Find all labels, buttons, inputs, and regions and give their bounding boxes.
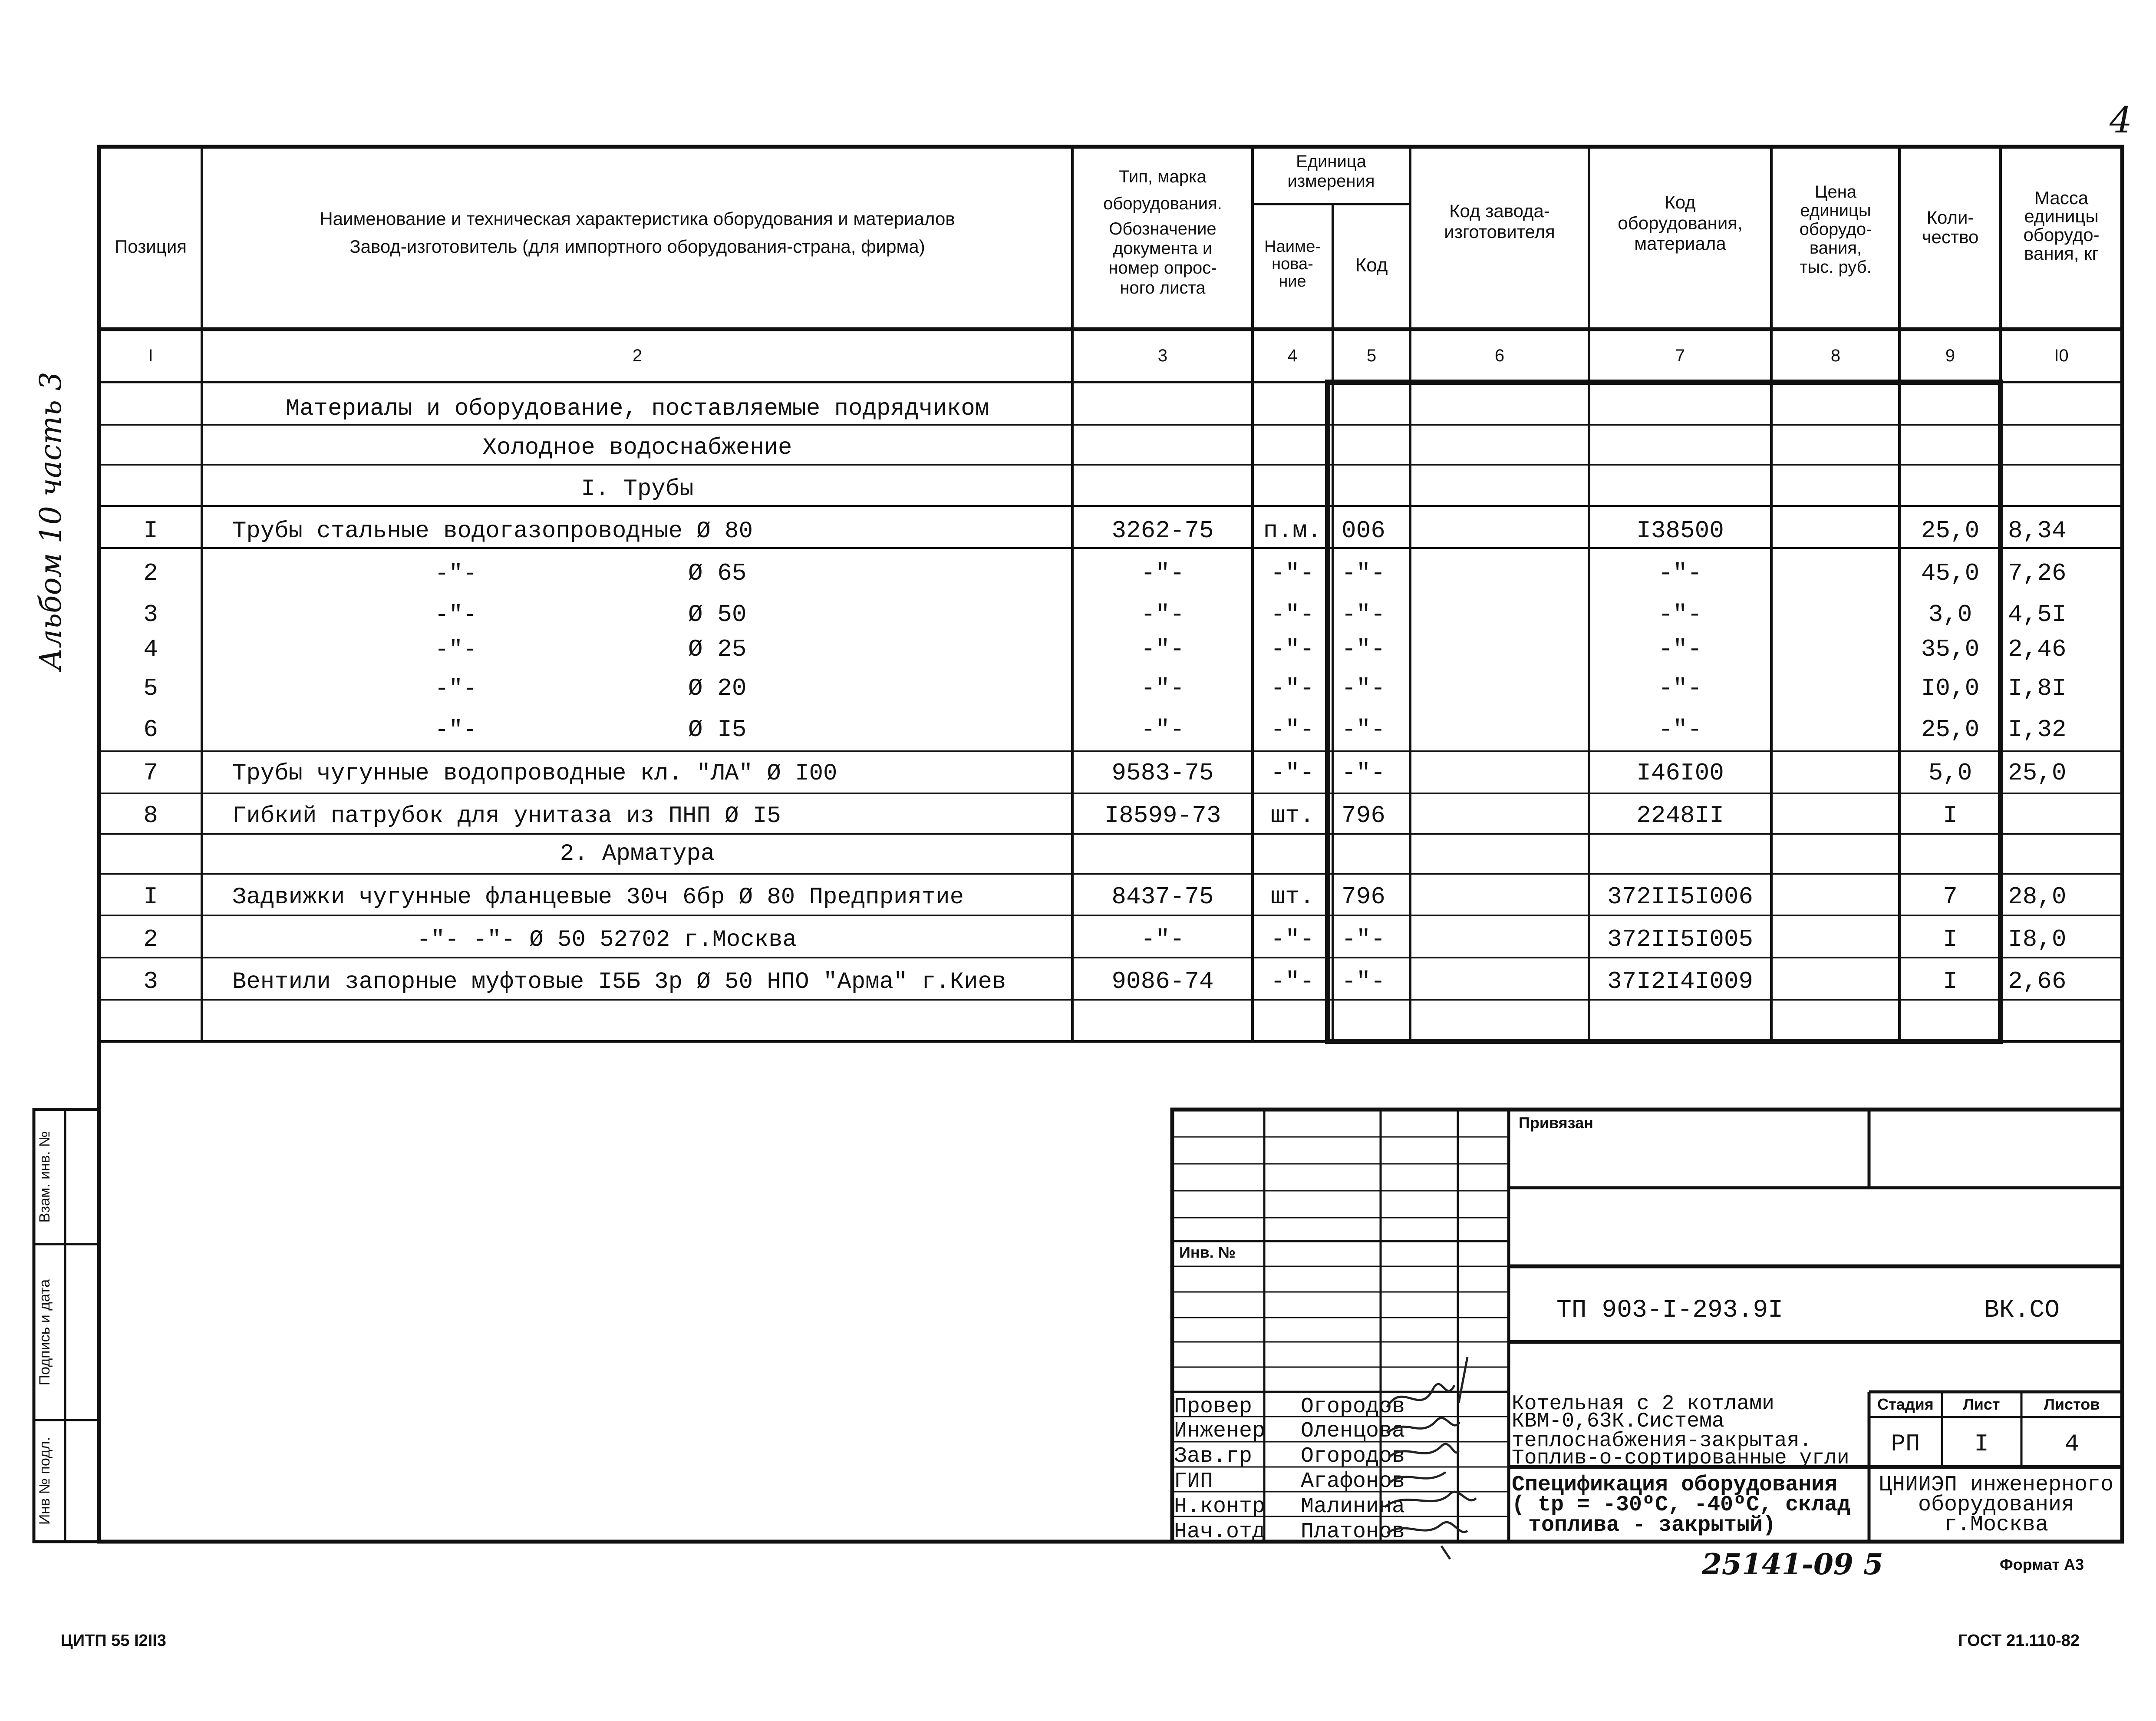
object-name-line: Топлив-о-сортированные угли — [1512, 1447, 1849, 1470]
cell-unit: п.м. — [1263, 517, 1322, 545]
stamp-signature-date: Подпись и дата — [36, 1279, 53, 1386]
sheets-label: Листов — [2044, 1395, 2100, 1413]
cell-mat: -"- — [1658, 674, 1702, 702]
header-maker-code-1: Код завода- — [1449, 201, 1550, 221]
column-number: 9 — [1945, 346, 1955, 365]
cell-type: -"- — [1141, 925, 1185, 953]
cell-type: -"- — [1141, 601, 1185, 628]
organization — [1879, 1473, 2113, 1537]
cell-name: Вентили запорные муфтовые I5Б 3р Ø 50 НПО "Арма" г.Киев — [232, 969, 1006, 995]
table-row — [143, 716, 2066, 743]
organization-line: оборудования — [1918, 1493, 2075, 1517]
cell-mat: 2248II — [1636, 802, 1724, 829]
table-grid — [99, 147, 2122, 1542]
column-number: 2 — [632, 346, 643, 365]
sheet-value: I — [1974, 1430, 1989, 1458]
column-number: I — [148, 346, 153, 365]
column-number: 6 — [1494, 346, 1505, 365]
cell-unit: -"- — [1270, 716, 1315, 743]
column-number: 7 — [1675, 346, 1685, 365]
cell-mat: 372II5I005 — [1607, 925, 1754, 953]
page-number: 4 — [2109, 100, 2133, 141]
header-unit-name-2: нова- — [1272, 255, 1313, 273]
cell-code: -"- — [1342, 674, 1385, 702]
table-row — [143, 968, 2066, 995]
cell-mass: 7,26 — [2008, 559, 2067, 587]
cell-code: -"- — [1342, 968, 1385, 995]
header-type-3: Обозначение — [1109, 219, 1216, 238]
cell-mat: 37I2I4I009 — [1607, 968, 1754, 995]
cell-mass: 4,5I — [2008, 601, 2067, 628]
cell-mat: -"- — [1658, 559, 1702, 587]
cell-sym: Ø 50 — [688, 601, 747, 628]
cell-unit: -"- — [1270, 759, 1315, 787]
cell-code: 006 — [1342, 517, 1385, 545]
cell-code: -"- — [1342, 759, 1385, 787]
cell-pos: 8 — [143, 802, 158, 829]
cell-type: 9086-74 — [1111, 968, 1214, 995]
cell-name: -"- -"- Ø 50 52702 г.Москва — [417, 927, 797, 953]
role-label: Инженер — [1174, 1419, 1266, 1444]
table-row — [143, 802, 1958, 829]
header-price-5: тыс. руб. — [1800, 258, 1872, 277]
stamp-original-inv: Инв № подл. — [36, 1437, 53, 1525]
stage-value: РП — [1891, 1430, 1920, 1458]
table-header — [115, 152, 2100, 297]
header-equipment-code-3: материала — [1634, 233, 1726, 254]
cell-unit: -"- — [1270, 635, 1315, 663]
cell-qty: 7 — [1943, 883, 1958, 911]
header-unit-code: Код — [1355, 254, 1388, 276]
object-name-line: теплоснабжения-закрытая. — [1512, 1429, 1812, 1453]
header-unit-name-3: ние — [1279, 272, 1306, 291]
column-numbers — [148, 346, 2068, 365]
person-name: Платонов — [1301, 1520, 1405, 1544]
cell-type: -"- — [1141, 716, 1185, 743]
role-label: Нач.отд — [1174, 1520, 1266, 1544]
cell-mat: I38500 — [1636, 517, 1724, 545]
signature-names — [1301, 1394, 1405, 1544]
cell-pos: 4 — [143, 635, 158, 663]
cell-qty: I — [1943, 925, 1958, 953]
table-body — [143, 396, 2066, 995]
cell-pos: 2 — [143, 559, 158, 587]
table-row — [560, 841, 715, 867]
header-unit-name-1: Наиме- — [1264, 238, 1321, 256]
cell-sym: Ø 20 — [688, 674, 747, 702]
cell-unit: -"- — [1270, 559, 1315, 587]
cell-mass: I8,0 — [2008, 925, 2067, 953]
header-unit-2: измерения — [1287, 172, 1375, 191]
table-row — [143, 674, 2066, 702]
table-row — [143, 635, 2066, 663]
cell-name: Материалы и оборудование, поставляемые подрядчиком — [285, 396, 989, 422]
handwritten-archive-number: 25141-09 5 — [1702, 1547, 1883, 1581]
cell-name: -"- — [435, 602, 477, 628]
table-row — [143, 601, 2066, 628]
person-name: Огородов — [1301, 1394, 1405, 1419]
cell-code: -"- — [1342, 925, 1385, 953]
cell-unit: шт. — [1270, 802, 1315, 829]
table-row — [143, 559, 2066, 587]
person-name: Оленцова — [1301, 1419, 1405, 1444]
column-number: 3 — [1157, 346, 1168, 365]
cell-qty: 35,0 — [1921, 635, 1980, 663]
object-name-line: КВМ-0,63К.Система — [1512, 1410, 1724, 1433]
cell-pos: 3 — [143, 601, 158, 628]
cell-name: 2. Арматура — [560, 841, 715, 867]
cell-qty: 45,0 — [1921, 559, 1980, 587]
person-name: Огородов — [1301, 1444, 1405, 1469]
table-row — [286, 396, 989, 422]
header-quantity-2: чество — [1922, 227, 1979, 247]
cell-type: 3262-75 — [1111, 517, 1214, 545]
cell-mass: 2,46 — [2008, 635, 2067, 663]
cell-type: -"- — [1141, 635, 1185, 663]
cell-qty: I — [1943, 802, 1958, 829]
organization-line: ЦНИИЭП инженерного — [1879, 1473, 2114, 1497]
cell-code: 796 — [1342, 883, 1385, 911]
cell-sym: Ø 65 — [688, 559, 747, 587]
header-type-1: Тип, марка — [1119, 167, 1207, 186]
person-name: Агафонов — [1301, 1469, 1405, 1494]
cell-name: Трубы чугунные водопроводные кл. "ЛА" Ø I00 — [232, 760, 837, 787]
column-number: I0 — [2054, 346, 2069, 365]
cell-type: -"- — [1141, 674, 1185, 702]
signature-roles — [1174, 1394, 1265, 1544]
header-type-6: ного листа — [1120, 278, 1206, 297]
cell-mat: -"- — [1658, 635, 1702, 663]
cell-pos: I — [143, 883, 158, 911]
cell-unit: -"- — [1270, 968, 1315, 995]
table-row — [143, 517, 2066, 545]
role-label: ГИП — [1174, 1469, 1213, 1494]
cell-name: -"- — [435, 717, 477, 743]
role-label: Н.контр — [1174, 1494, 1266, 1519]
header-maker-code-2: изготовителя — [1444, 221, 1555, 242]
sheet-title — [1512, 1473, 1850, 1538]
header-price-4: вания, — [1809, 238, 1862, 258]
cell-name: -"- — [435, 561, 477, 587]
cell-unit: -"- — [1270, 601, 1315, 628]
sheets-value: 4 — [2064, 1430, 2079, 1458]
cell-name: -"- — [435, 676, 477, 702]
cell-name: Холодное водоснабжение — [482, 435, 792, 461]
cell-type: 9583-75 — [1111, 759, 1214, 787]
header-price-2: единицы — [1800, 201, 1871, 220]
cell-code: -"- — [1342, 559, 1385, 587]
person-name: Малинина — [1301, 1494, 1405, 1519]
header-price-1: Цена — [1814, 182, 1857, 201]
cell-sym: Ø I5 — [688, 716, 747, 743]
cell-unit: -"- — [1270, 674, 1315, 702]
header-equipment-code-1: Код — [1665, 192, 1696, 212]
format-label: Формат А3 — [1999, 1556, 2084, 1573]
cell-name: Трубы стальные водогазопроводные Ø 80 — [232, 518, 753, 545]
cell-mat: -"- — [1658, 716, 1702, 743]
cell-mass: 25,0 — [2008, 759, 2067, 787]
cell-unit: -"- — [1270, 925, 1315, 953]
cell-mat: -"- — [1658, 601, 1702, 628]
cell-type: I8599-73 — [1104, 802, 1221, 829]
header-mass-4: вания, кг — [2024, 243, 2099, 264]
cell-code: -"- — [1342, 716, 1385, 743]
cell-name: -"- — [435, 637, 477, 663]
cell-qty: 25,0 — [1921, 517, 1980, 545]
header-name-line2: Завод-изготовитель (для импортного оборудования-страна, фирма) — [349, 236, 925, 257]
cell-mass: 2,66 — [2008, 968, 2067, 995]
cell-name: Гибкий патрубок для унитаза из ПНП Ø I5 — [232, 803, 781, 829]
stamp-replaced-inv: Взам. инв. № — [36, 1131, 53, 1223]
cell-name: I. Трубы — [581, 476, 694, 502]
table-row — [143, 759, 2066, 787]
side-album-label: Альбом 10 часть 3 — [34, 372, 68, 671]
footer-left-code: ЦИТП 55 I2II3 — [61, 1632, 166, 1650]
cell-pos: 5 — [143, 674, 158, 702]
document-mark: ВК.СО — [1984, 1296, 2060, 1325]
cell-qty: 25,0 — [1921, 716, 1980, 743]
cell-sym: Ø 25 — [688, 635, 747, 663]
cell-qty: I — [1943, 968, 1958, 995]
table-row — [581, 476, 693, 502]
table-row — [143, 883, 2066, 911]
header-type-4: документа и — [1113, 239, 1213, 258]
cell-type: -"- — [1141, 559, 1185, 587]
cell-qty: 5,0 — [1928, 759, 1972, 787]
header-equipment-code-2: оборудования, — [1618, 213, 1743, 233]
cell-mass: 8,34 — [2008, 517, 2067, 545]
sheet-title-line: ( tр = -30ºС, -40ºС, склад — [1512, 1493, 1851, 1517]
table-row — [483, 435, 792, 461]
object-name — [1512, 1392, 1849, 1470]
cell-mass: 28,0 — [2008, 883, 2067, 911]
organization-line: г.Москва — [1944, 1513, 2049, 1537]
sheet-title-line: топлива - закрытый) — [1528, 1513, 1776, 1538]
cell-name: Задвижки чугунные фланцевые 30ч 6бр Ø 80 Предприятие — [232, 884, 964, 911]
cell-type: 8437-75 — [1111, 883, 1214, 911]
stage-label: Стадия — [1877, 1395, 1934, 1413]
inv-number-label: Инв. № — [1179, 1243, 1236, 1261]
table-row — [143, 925, 2066, 953]
privyazan-label: Привязан — [1519, 1114, 1593, 1132]
column-number: 5 — [1366, 346, 1377, 365]
cell-unit: шт. — [1270, 883, 1315, 911]
sheet-title-line: Спецификация оборудования — [1512, 1473, 1838, 1497]
role-label: Зав.гр — [1174, 1444, 1253, 1469]
document-code: ТП 903-I-293.9I — [1556, 1296, 1783, 1325]
header-type-2: оборудования. — [1103, 194, 1222, 213]
footer-right-standard: ГОСТ 21.110-82 — [1958, 1632, 2080, 1650]
header-mass-1: Масса — [2034, 188, 2089, 208]
cell-code: 796 — [1342, 802, 1385, 829]
header-price-3: оборудо- — [1799, 220, 1872, 239]
header-type-5: номер опрос- — [1108, 258, 1217, 277]
header-name-line1: Наименование и техническая характеристика оборудования и материалов — [320, 208, 955, 229]
header-unit-1: Единица — [1296, 152, 1366, 171]
header-mass-2: единицы — [2024, 206, 2099, 226]
cell-mat: I46I00 — [1636, 759, 1724, 787]
object-name-line: Котельная с 2 котлами — [1512, 1392, 1774, 1416]
cell-mass: I,32 — [2008, 716, 2067, 743]
cell-pos: 6 — [143, 716, 158, 743]
cell-qty: I0,0 — [1921, 674, 1980, 702]
cell-pos: 7 — [143, 759, 158, 787]
cell-code: -"- — [1342, 635, 1385, 663]
cell-mat: 372II5I006 — [1607, 883, 1754, 911]
column-number: 4 — [1287, 346, 1298, 365]
cell-pos: 3 — [143, 968, 158, 995]
role-label: Провер — [1174, 1394, 1253, 1419]
header-position: Позиция — [114, 236, 187, 257]
sheet-label: Лист — [1963, 1395, 2000, 1413]
cell-code: -"- — [1342, 601, 1385, 628]
cell-pos: 2 — [143, 925, 158, 953]
header-quantity-1: Коли- — [1926, 207, 1974, 228]
header-mass-3: оборудо- — [2023, 225, 2100, 245]
cell-qty: 3,0 — [1928, 601, 1972, 628]
cell-pos: I — [143, 517, 158, 545]
column-number: 8 — [1830, 346, 1841, 365]
cell-mass: I,8I — [2008, 674, 2067, 702]
